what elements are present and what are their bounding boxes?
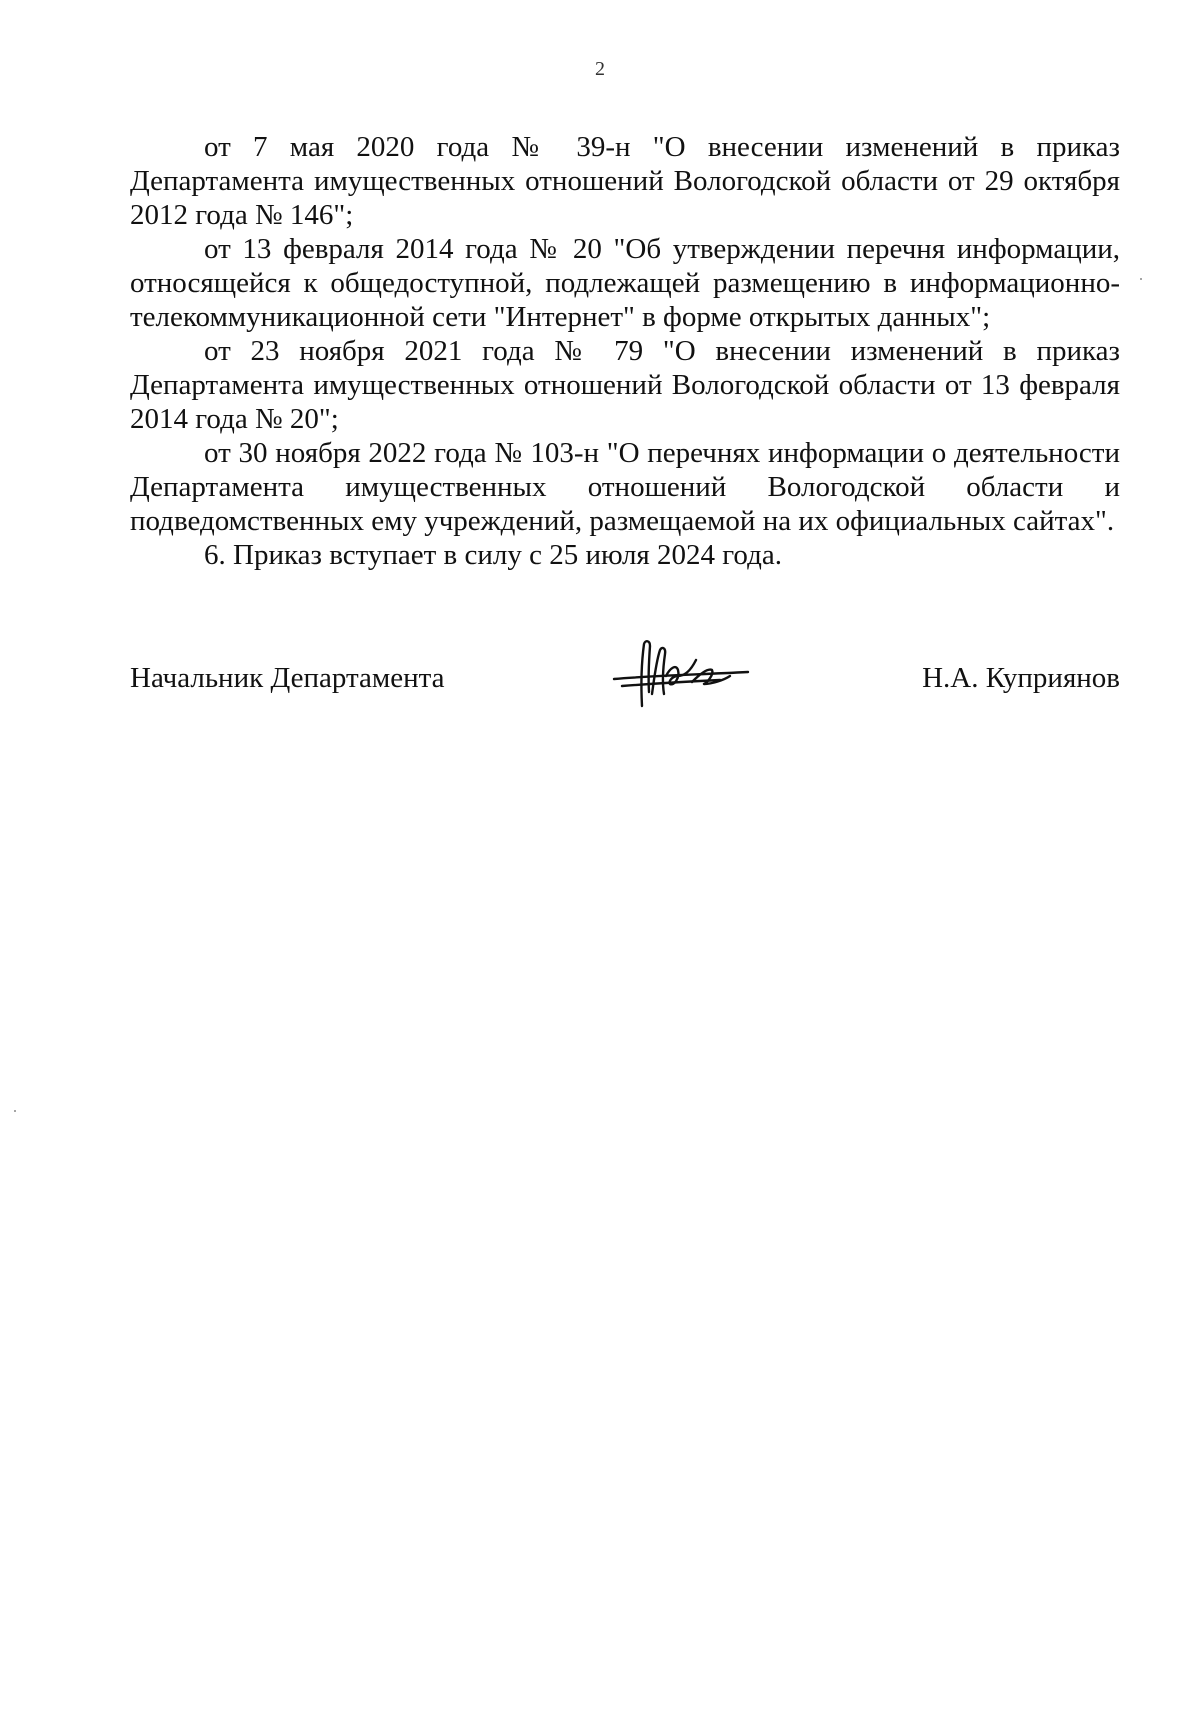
signatory-title: Начальник Департамента [130,662,445,694]
signatory-name: Н.А. Куприянов [922,662,1120,694]
paragraph-effective-date: 6. Приказ вступает в силу с 25 июля 2024 года. [204,539,782,571]
document-body [130,130,1120,572]
signature-block [130,632,1120,722]
paragraph-order-2022: от 30 ноября 2022 года № 103-н "О перечнях информации о деятельности Департамента имущественных отношений Вологодской области и подведомственных ему учреждений, размещаемой на их официальных сайтах". [130,437,1120,537]
scan-speck [14,1110,16,1112]
handwritten-signature-icon [608,632,758,712]
page-number: 2 [595,58,605,80]
scan-speck [1140,278,1142,280]
paragraph-order-2021: от 23 ноября 2021 года № 79 "О внесении изменений в приказ Департамента имущественных отношений Вологодской области от 13 февраля 2014 года № 20"; [130,335,1120,435]
paragraph-order-2020: от 7 мая 2020 года № 39-н "О внесении изменений в приказ Департамента имущественных отношений Вологодской области от 29 октября 2012 года № 146"; [130,131,1120,231]
paragraph-order-2014: от 13 февраля 2014 года № 20 "Об утверждении перечня информации, относящейся к общедоступной, подлежащей размещению в информационно-телекоммуникационной сети "Интернет" в форме открытых данных"; [130,233,1120,333]
